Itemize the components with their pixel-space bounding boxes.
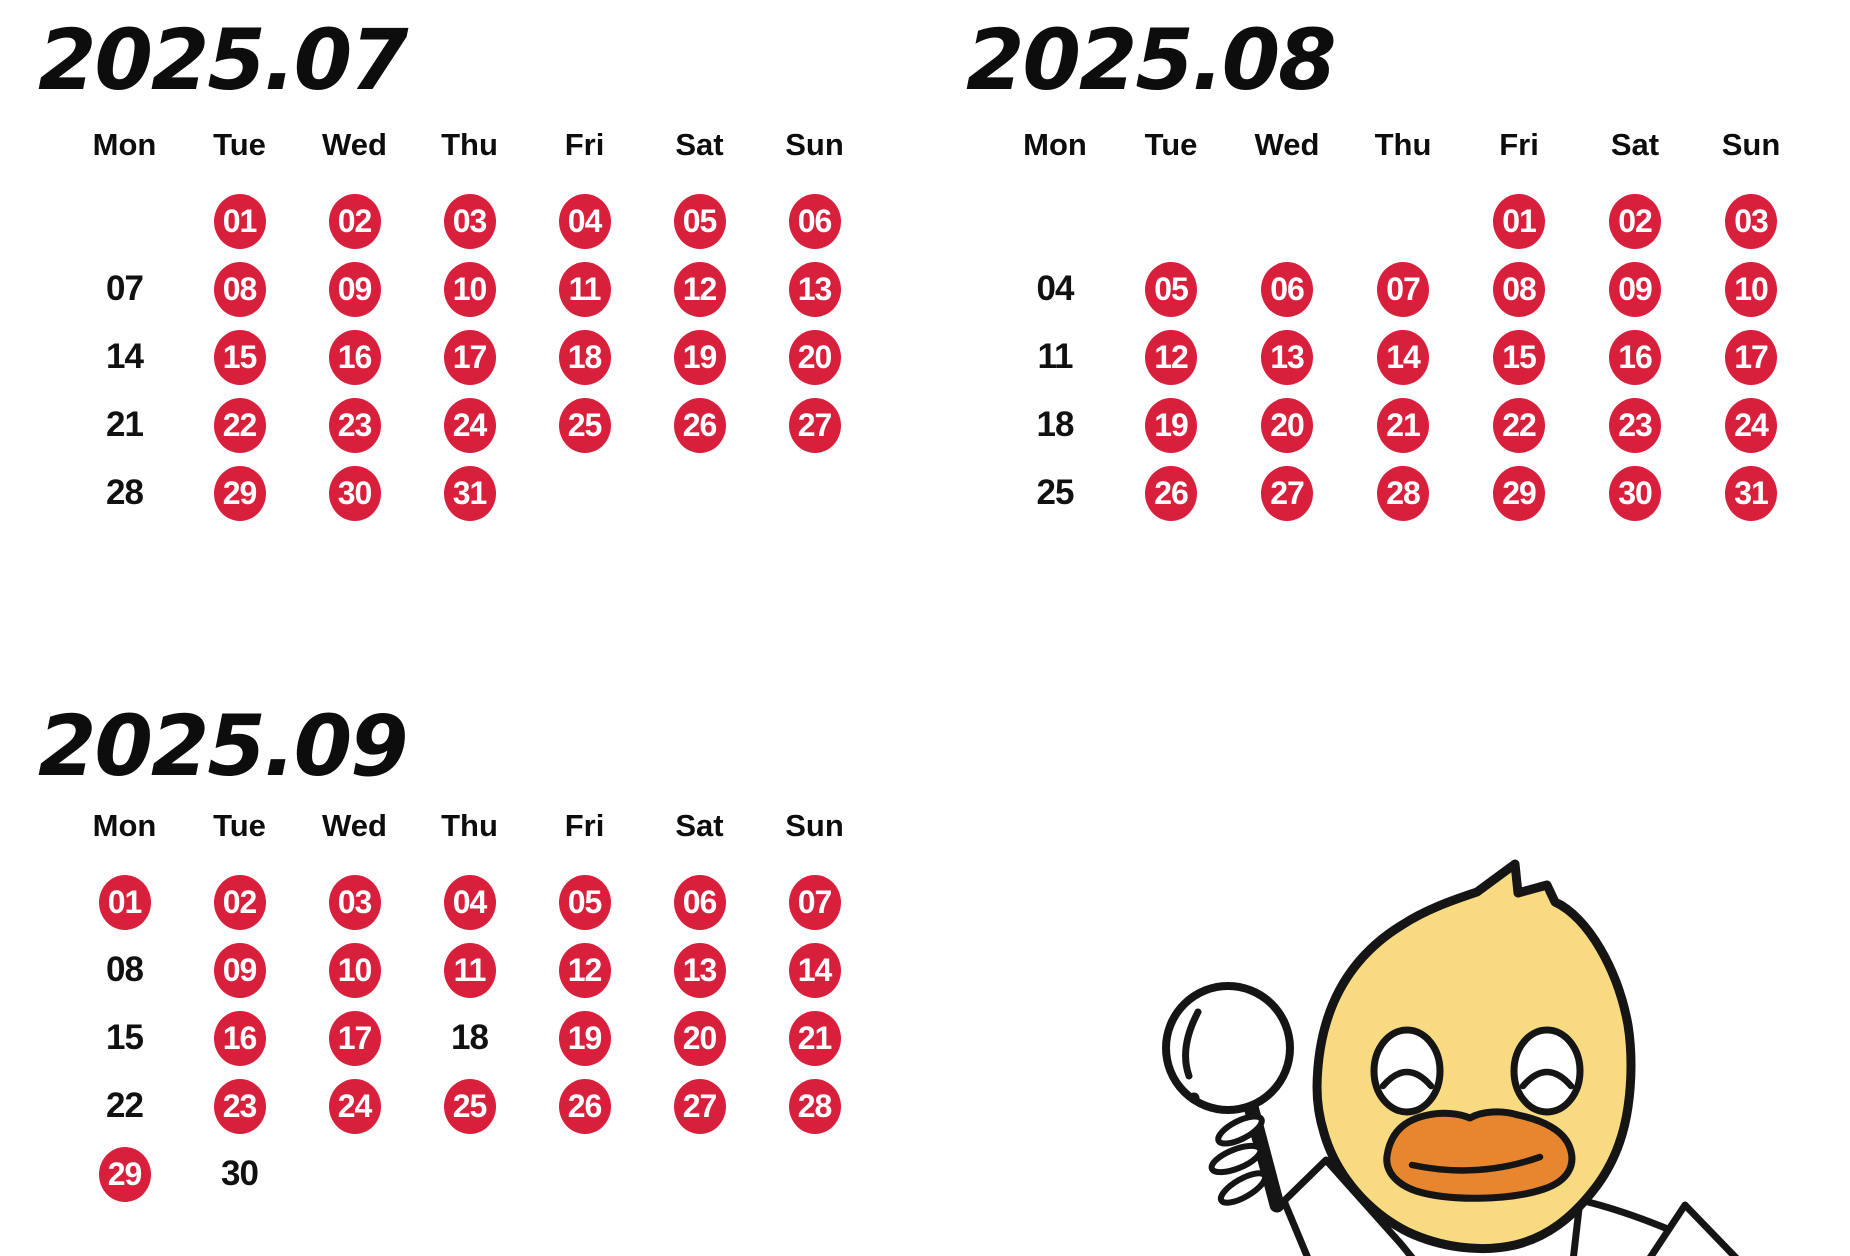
day-cell (412, 1072, 527, 1140)
day-cell (1461, 255, 1577, 323)
day-cell (67, 1140, 182, 1208)
weekday-label-sat: Sat (1610, 127, 1660, 162)
marked-day: 22 (214, 398, 266, 453)
day-cell (67, 1072, 182, 1140)
day-cell (182, 936, 297, 1004)
marked-day: 31 (444, 466, 496, 521)
marked-day: 21 (789, 1011, 841, 1066)
unmarked-day: 21 (106, 405, 143, 444)
day-cell (1229, 255, 1345, 323)
day-cell (1693, 459, 1809, 527)
day-cell (412, 868, 527, 936)
day-cell (1577, 391, 1693, 459)
day-cell (1577, 323, 1693, 391)
marked-day: 17 (329, 1011, 381, 1066)
weekday-label-mon: Mon (92, 808, 157, 843)
day-cell (757, 1004, 872, 1072)
day-cell (1693, 255, 1809, 323)
duck-beak (1387, 1112, 1572, 1198)
day-cell (182, 391, 297, 459)
marked-day: 04 (444, 875, 496, 930)
day-cell (642, 1140, 757, 1208)
marked-day: 31 (1725, 466, 1777, 521)
day-cell (997, 255, 1113, 323)
day-cell (1113, 459, 1229, 527)
day-cell (412, 1140, 527, 1208)
weekday-label-sun: Sun (785, 808, 844, 843)
weekday-label-wed: Wed (322, 808, 387, 843)
weekday-label-sun: Sun (1721, 127, 1781, 162)
day-cell (997, 187, 1113, 255)
marked-day: 28 (1377, 466, 1429, 521)
day-cell (1345, 459, 1461, 527)
day-cell (527, 1004, 642, 1072)
marked-day: 16 (1609, 330, 1661, 385)
weekday-label-sun: Sun (785, 127, 844, 162)
day-cell (527, 868, 642, 936)
marked-day: 29 (99, 1147, 151, 1202)
weekday-label-tue: Tue (1144, 127, 1198, 162)
marked-day: 17 (444, 330, 496, 385)
marked-day: 21 (1377, 398, 1429, 453)
day-cell (297, 1140, 412, 1208)
day-cell (1461, 391, 1577, 459)
weekday-label-fri: Fri (1499, 127, 1539, 162)
marked-day: 01 (99, 875, 151, 930)
day-cell (67, 391, 182, 459)
marked-day: 29 (1493, 466, 1545, 521)
marked-day: 01 (1493, 194, 1545, 249)
day-cell (182, 323, 297, 391)
marked-day: 27 (789, 398, 841, 453)
marked-day: 03 (444, 194, 496, 249)
day-cell (757, 1140, 872, 1208)
day-cell (1461, 323, 1577, 391)
day-cell (297, 936, 412, 1004)
weekday-label-thu: Thu (441, 127, 498, 162)
marked-day: 13 (674, 943, 726, 998)
marked-day: 26 (559, 1079, 611, 1134)
day-cell (527, 187, 642, 255)
unmarked-day: 18 (1036, 405, 1074, 444)
day-cell (642, 1072, 757, 1140)
marked-day: 02 (214, 875, 266, 930)
unmarked-day: 07 (106, 269, 143, 308)
day-cell (1345, 255, 1461, 323)
marked-day: 07 (1377, 262, 1429, 317)
marked-day: 23 (1609, 398, 1661, 453)
day-cell (412, 187, 527, 255)
day-cell (1113, 391, 1229, 459)
marked-day: 27 (1261, 466, 1313, 521)
day-cell (527, 255, 642, 323)
marked-day: 17 (1725, 330, 1777, 385)
day-cell (297, 323, 412, 391)
day-cell (412, 255, 527, 323)
day-cell (757, 187, 872, 255)
day-cell (67, 323, 182, 391)
marked-day: 02 (329, 194, 381, 249)
day-cell (1345, 391, 1461, 459)
day-cell (1693, 323, 1809, 391)
marked-day: 14 (789, 943, 841, 998)
calendar-grid-august (997, 117, 1809, 527)
day-cell (527, 459, 642, 527)
marked-day: 11 (559, 262, 611, 317)
marked-day: 24 (329, 1079, 381, 1134)
marked-day: 23 (329, 398, 381, 453)
marked-day: 20 (1261, 398, 1313, 453)
marked-day: 26 (674, 398, 726, 453)
day-cell (642, 459, 757, 527)
day-cell (642, 936, 757, 1004)
marked-day: 09 (329, 262, 381, 317)
marked-day: 19 (1145, 398, 1197, 453)
marked-day: 08 (1493, 262, 1545, 317)
day-cell (997, 459, 1113, 527)
day-cell (297, 187, 412, 255)
day-cell (1229, 391, 1345, 459)
marked-day: 06 (789, 194, 841, 249)
day-cell (1229, 323, 1345, 391)
marked-day: 18 (559, 330, 611, 385)
day-cell (1577, 255, 1693, 323)
marked-day: 28 (789, 1079, 841, 1134)
day-cell (1577, 459, 1693, 527)
day-cell (527, 1140, 642, 1208)
day-cell (1113, 255, 1229, 323)
day-cell (1577, 187, 1693, 255)
day-cell (642, 323, 757, 391)
marked-day: 24 (444, 398, 496, 453)
marked-day: 10 (329, 943, 381, 998)
weekday-label-tue: Tue (213, 127, 266, 162)
day-cell (182, 868, 297, 936)
day-cell (182, 187, 297, 255)
calendar-title-july: 2025.07 (38, 11, 407, 109)
day-cell (757, 391, 872, 459)
day-cell (642, 868, 757, 936)
day-cell (412, 936, 527, 1004)
weekday-label-fri: Fri (564, 127, 605, 162)
day-cell (1461, 187, 1577, 255)
marked-day: 26 (1145, 466, 1197, 521)
marked-day: 12 (559, 943, 611, 998)
day-cell (642, 255, 757, 323)
day-cell (67, 459, 182, 527)
marked-day: 06 (1261, 262, 1313, 317)
marked-day: 05 (559, 875, 611, 930)
marked-day: 29 (214, 466, 266, 521)
day-cell (1113, 187, 1229, 255)
marked-day: 12 (674, 262, 726, 317)
day-cell (642, 391, 757, 459)
unmarked-day: 28 (106, 473, 143, 512)
marked-day: 13 (1261, 330, 1313, 385)
day-cell (642, 1004, 757, 1072)
weekday-label-tue: Tue (213, 808, 266, 843)
marked-day: 30 (1609, 466, 1661, 521)
day-cell (1345, 187, 1461, 255)
unmarked-day: 15 (106, 1018, 143, 1057)
unmarked-day: 04 (1036, 269, 1074, 308)
day-cell (527, 323, 642, 391)
calendar-title-august: 2025.08 (966, 11, 1335, 109)
day-cell (297, 255, 412, 323)
calendar-grid-july (67, 117, 872, 527)
weekday-label-sat: Sat (675, 127, 724, 162)
marked-day: 01 (214, 194, 266, 249)
unmarked-day: 11 (1037, 337, 1073, 376)
lens-dot (1189, 1093, 1200, 1104)
day-cell (182, 459, 297, 527)
unmarked-day: 08 (106, 950, 143, 989)
marked-day: 14 (1377, 330, 1429, 385)
day-cell (67, 1004, 182, 1072)
marked-day: 20 (674, 1011, 726, 1066)
marked-day: 25 (559, 398, 611, 453)
day-cell (997, 391, 1113, 459)
marked-day: 23 (214, 1079, 266, 1134)
day-cell (757, 255, 872, 323)
day-cell (1693, 391, 1809, 459)
marked-day: 04 (559, 194, 611, 249)
weekday-label-thu: Thu (1374, 127, 1432, 162)
day-cell (1345, 323, 1461, 391)
marked-day: 25 (444, 1079, 496, 1134)
weekday-label-mon: Mon (1023, 127, 1087, 162)
day-cell (412, 323, 527, 391)
day-cell (297, 1072, 412, 1140)
marked-day: 27 (674, 1079, 726, 1134)
day-cell (67, 255, 182, 323)
day-cell (757, 1072, 872, 1140)
day-cell (757, 459, 872, 527)
day-cell (642, 187, 757, 255)
day-cell (182, 1004, 297, 1072)
marked-day: 16 (329, 330, 381, 385)
day-cell (182, 1140, 297, 1208)
marked-day: 10 (1725, 262, 1777, 317)
day-cell (67, 936, 182, 1004)
day-cell (1113, 323, 1229, 391)
marked-day: 24 (1725, 398, 1777, 453)
day-cell (527, 391, 642, 459)
unmarked-day: 30 (221, 1154, 258, 1193)
marked-day: 15 (1493, 330, 1545, 385)
marked-day: 12 (1145, 330, 1197, 385)
day-cell (997, 323, 1113, 391)
marked-day: 09 (214, 943, 266, 998)
marked-day: 05 (1145, 262, 1197, 317)
marked-day: 02 (1609, 194, 1661, 249)
day-cell (527, 1072, 642, 1140)
day-cell (1693, 187, 1809, 255)
day-cell (757, 323, 872, 391)
marked-day: 07 (789, 875, 841, 930)
day-cell (67, 868, 182, 936)
marked-day: 16 (214, 1011, 266, 1066)
marked-day: 13 (789, 262, 841, 317)
calendar-grid-september (67, 798, 872, 1208)
weekday-label-thu: Thu (441, 808, 498, 843)
unmarked-day: 22 (106, 1086, 143, 1125)
weekday-label-sat: Sat (675, 808, 724, 843)
unmarked-day: 14 (106, 337, 143, 376)
marked-day: 08 (214, 262, 266, 317)
day-cell (182, 255, 297, 323)
day-cell (1461, 459, 1577, 527)
day-cell (1229, 459, 1345, 527)
marked-day: 10 (444, 262, 496, 317)
calendar-title-september: 2025.09 (38, 697, 407, 795)
weekday-label-wed: Wed (322, 127, 387, 162)
marked-day: 30 (329, 466, 381, 521)
marked-day: 22 (1493, 398, 1545, 453)
marked-day: 06 (674, 875, 726, 930)
day-cell (297, 391, 412, 459)
marked-day: 11 (444, 943, 496, 998)
day-cell (412, 391, 527, 459)
unmarked-day: 18 (451, 1018, 488, 1057)
marked-day: 20 (789, 330, 841, 385)
weekday-label-wed: Wed (1254, 127, 1320, 162)
marked-day: 19 (559, 1011, 611, 1066)
unmarked-day: 25 (1036, 473, 1074, 512)
day-cell (67, 187, 182, 255)
marked-day: 03 (1725, 194, 1777, 249)
marked-day: 19 (674, 330, 726, 385)
day-cell (757, 936, 872, 1004)
marked-day: 03 (329, 875, 381, 930)
day-cell (297, 459, 412, 527)
day-cell (412, 459, 527, 527)
day-cell (297, 868, 412, 936)
day-cell (297, 1004, 412, 1072)
day-cell (1229, 187, 1345, 255)
duck-illustration (1140, 855, 1850, 1256)
marked-day: 05 (674, 194, 726, 249)
marked-day: 15 (214, 330, 266, 385)
weekday-label-mon: Mon (92, 127, 157, 162)
marked-day: 09 (1609, 262, 1661, 317)
day-cell (527, 936, 642, 1004)
day-cell (412, 1004, 527, 1072)
day-cell (757, 868, 872, 936)
day-cell (182, 1072, 297, 1140)
weekday-label-fri: Fri (564, 808, 605, 843)
